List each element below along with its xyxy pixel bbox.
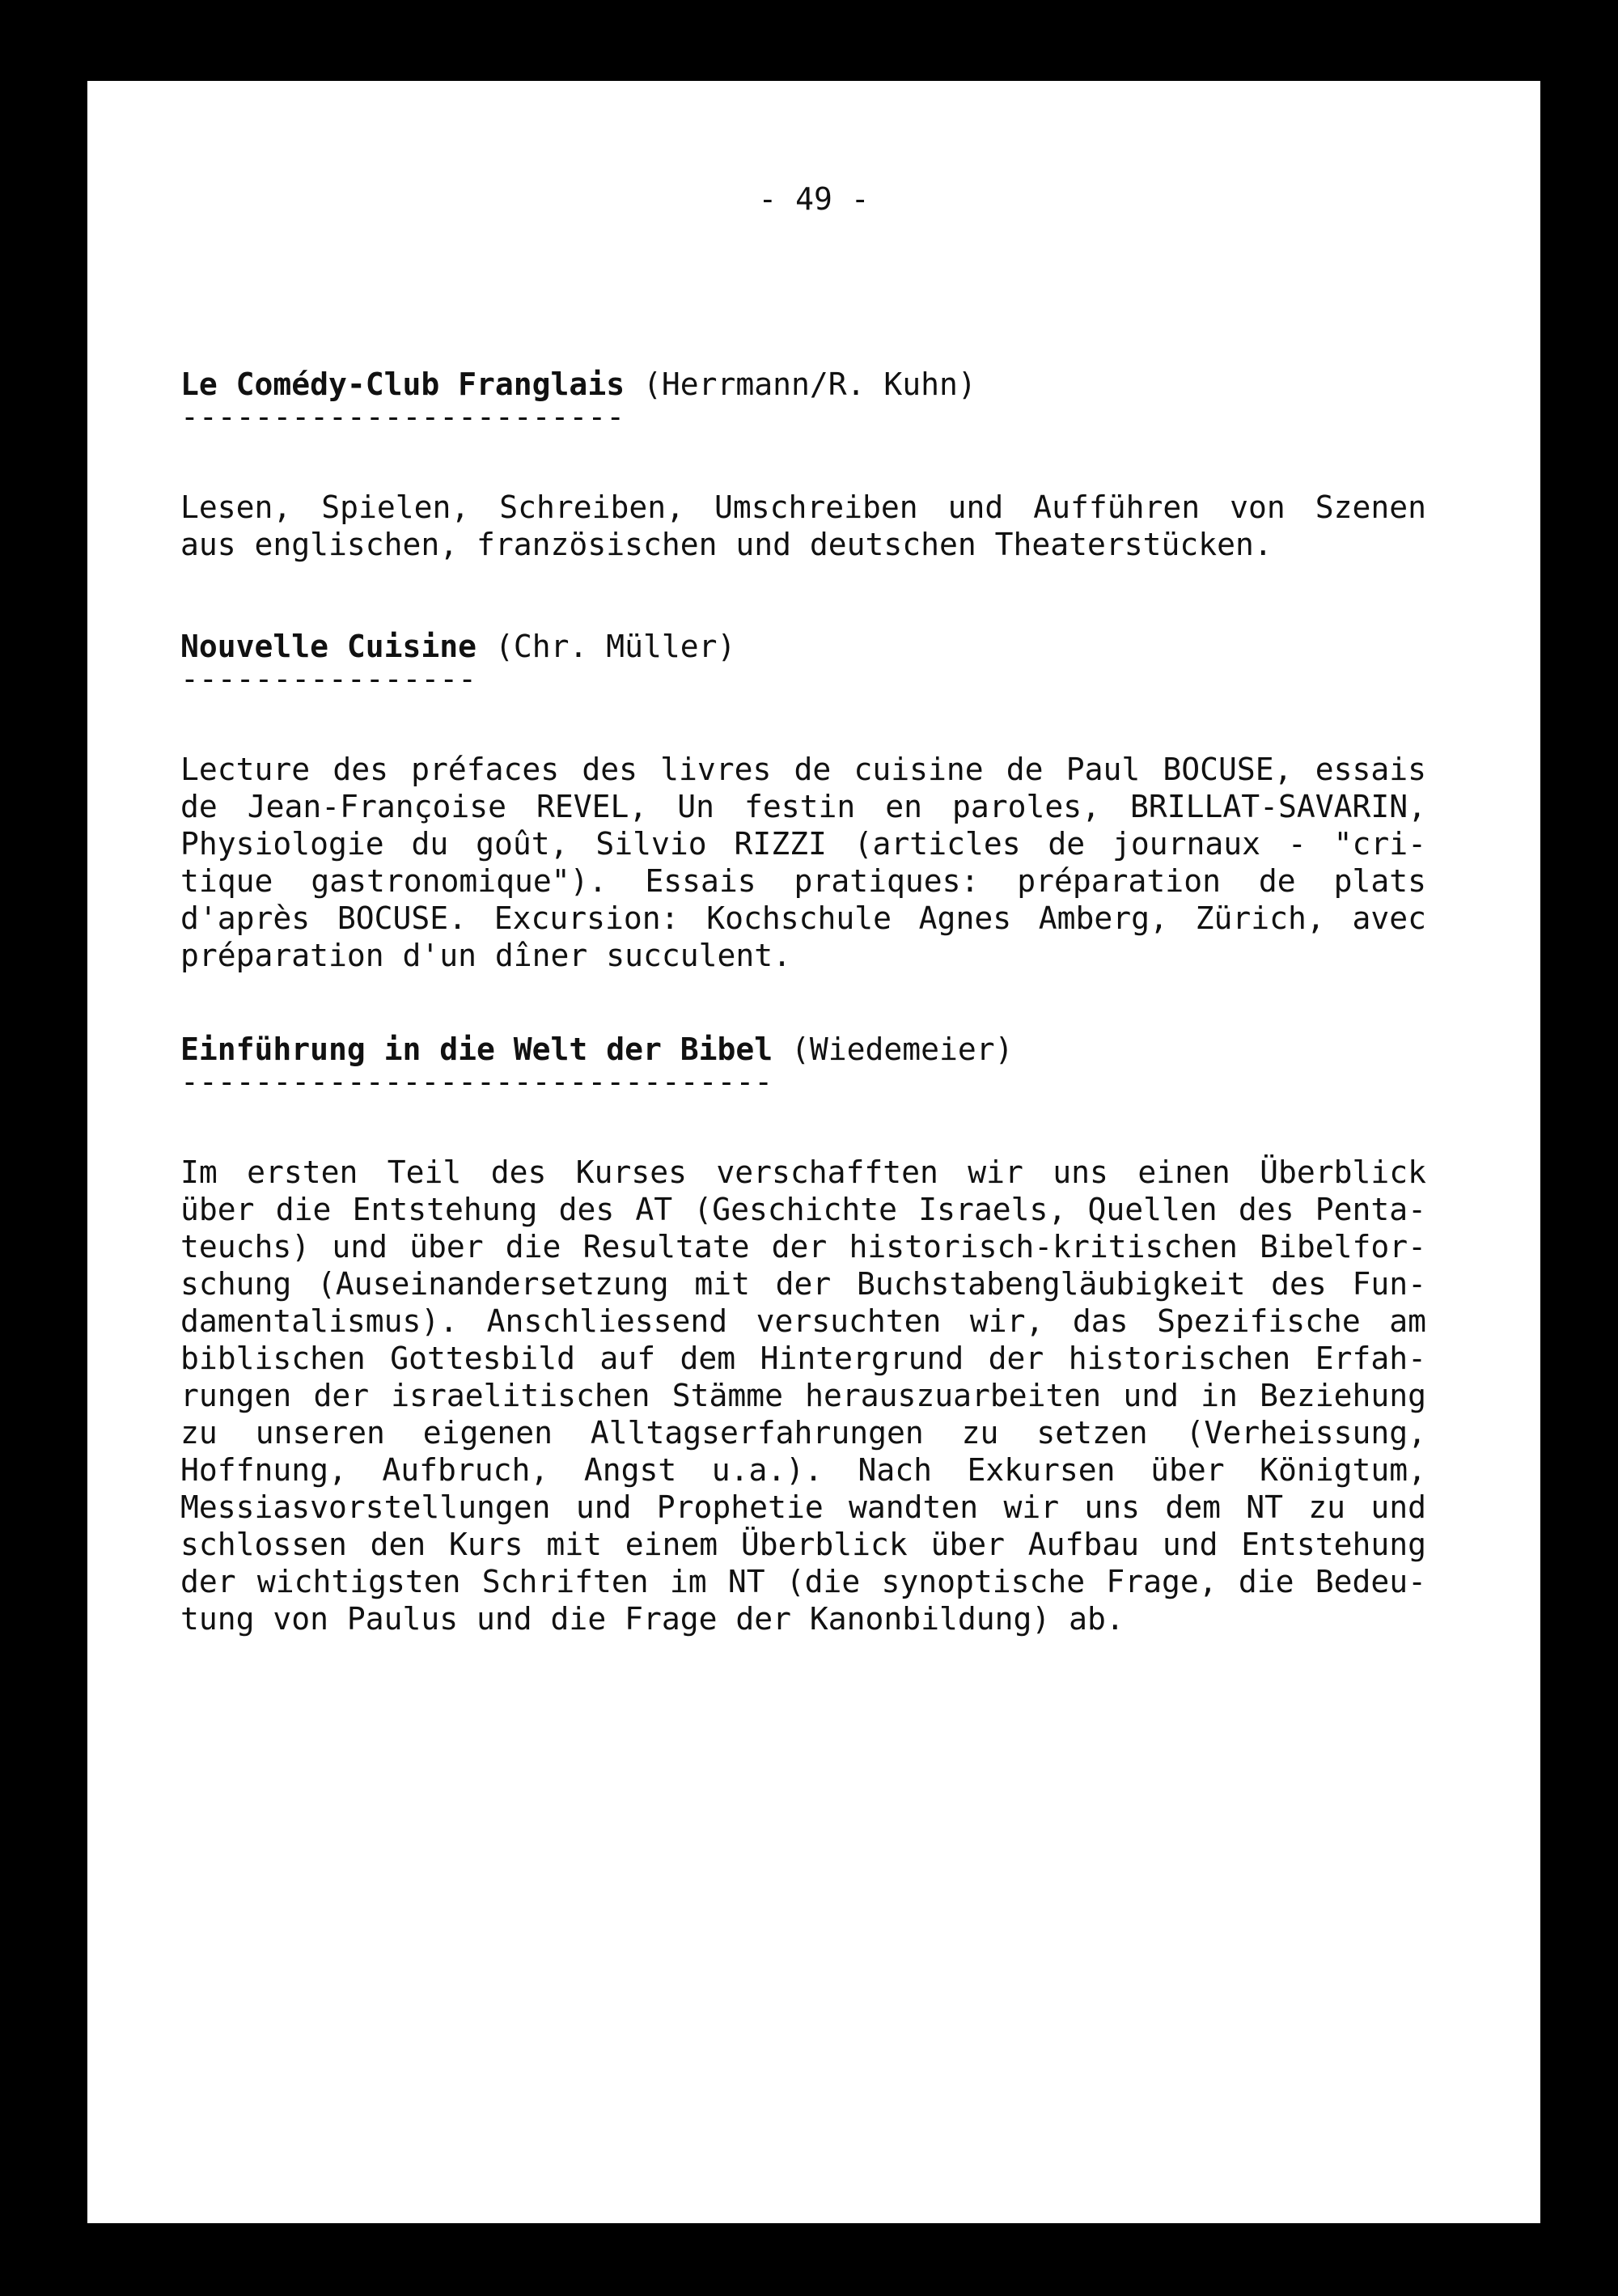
section-nouvelle-cuisine: [180, 628, 1426, 974]
body-line: Messiasvorstellungen und Prophetie wandten wir uns dem NT zu und: [180, 1489, 1426, 1525]
section-heading: [180, 1031, 1426, 1068]
section-title: Einführung in die Welt der Bibel: [180, 1032, 773, 1067]
body-line: schung (Auseinandersetzung mit der Buchstabengläubigkeit des Fun-: [180, 1266, 1426, 1302]
document-page: [87, 81, 1540, 2223]
body-line: Hoffnung, Aufbruch, Angst u.a.). Nach Exkursen über Königtum,: [180, 1452, 1426, 1488]
heading-underline: --------------------------------: [180, 1068, 773, 1095]
section-instructors: (Herrmann/R. Kuhn): [642, 366, 976, 402]
section-body: [180, 489, 1426, 563]
section-body: [180, 1154, 1426, 1637]
section-bibel: [180, 1031, 1426, 1637]
section-heading: [180, 366, 1426, 403]
body-line: Physiologie du goût, Silvio RIZZI (articles de journaux - "cri-: [180, 826, 1426, 862]
body-line: damentalismus). Anschliessend versuchten wir, das Spezifische am: [180, 1303, 1426, 1339]
body-line: zu unseren eigenen Alltagserfahrungen zu setzen (Verheissung,: [180, 1415, 1426, 1451]
section-body: [180, 751, 1426, 974]
section-instructors: (Wiedemeier): [790, 1032, 1014, 1067]
body-line: préparation d'un dîner succulent.: [180, 938, 791, 973]
body-line: der wichtigsten Schriften im NT (die synoptische Frage, die Bedeu-: [180, 1564, 1426, 1599]
body-line: über die Entstehung des AT (Geschichte Israels, Quellen des Penta-: [180, 1192, 1426, 1227]
body-line: d'après BOCUSE. Excursion: Kochschule Agnes Amberg, Zürich, avec: [180, 900, 1426, 936]
section-title: Le Comédy-Club Franglais: [180, 366, 625, 402]
body-line: Im ersten Teil des Kurses verschafften wir uns einen Überblick: [180, 1154, 1426, 1190]
heading-underline: ------------------------: [180, 403, 625, 430]
section-heading: [180, 628, 1426, 665]
body-line: teuchs) und über die Resultate der historisch-kritischen Bibelfor-: [180, 1229, 1426, 1264]
section-instructors: (Chr. Müller): [494, 629, 736, 664]
page-number: - 49 -: [758, 181, 870, 217]
section-comedy-club: [180, 366, 1426, 563]
body-line: Lesen, Spielen, Schreiben, Umschreiben und Aufführen von Szenen: [180, 489, 1426, 525]
section-title: Nouvelle Cuisine: [180, 629, 477, 664]
body-line: Lecture des préfaces des livres de cuisine de Paul BOCUSE, essais: [180, 752, 1426, 787]
body-line: tung von Paulus und die Frage der Kanonbildung) ab.: [180, 1601, 1125, 1637]
body-line: de Jean-Françoise REVEL, Un festin en paroles, BRILLAT-SAVARIN,: [180, 789, 1426, 824]
body-line: biblischen Gottesbild auf dem Hintergrund der historischen Erfah-: [180, 1341, 1426, 1376]
heading-underline: ----------------: [180, 665, 477, 693]
body-line: tique gastronomique"). Essais pratiques: préparation de plats: [180, 863, 1426, 899]
body-line: schlossen den Kurs mit einem Überblick über Aufbau und Entstehung: [180, 1527, 1426, 1562]
body-line: rungen der israelitischen Stämme herauszuarbeiten und in Beziehung: [180, 1378, 1426, 1413]
body-line: aus englischen, französischen und deutschen Theaterstücken.: [180, 527, 1273, 562]
